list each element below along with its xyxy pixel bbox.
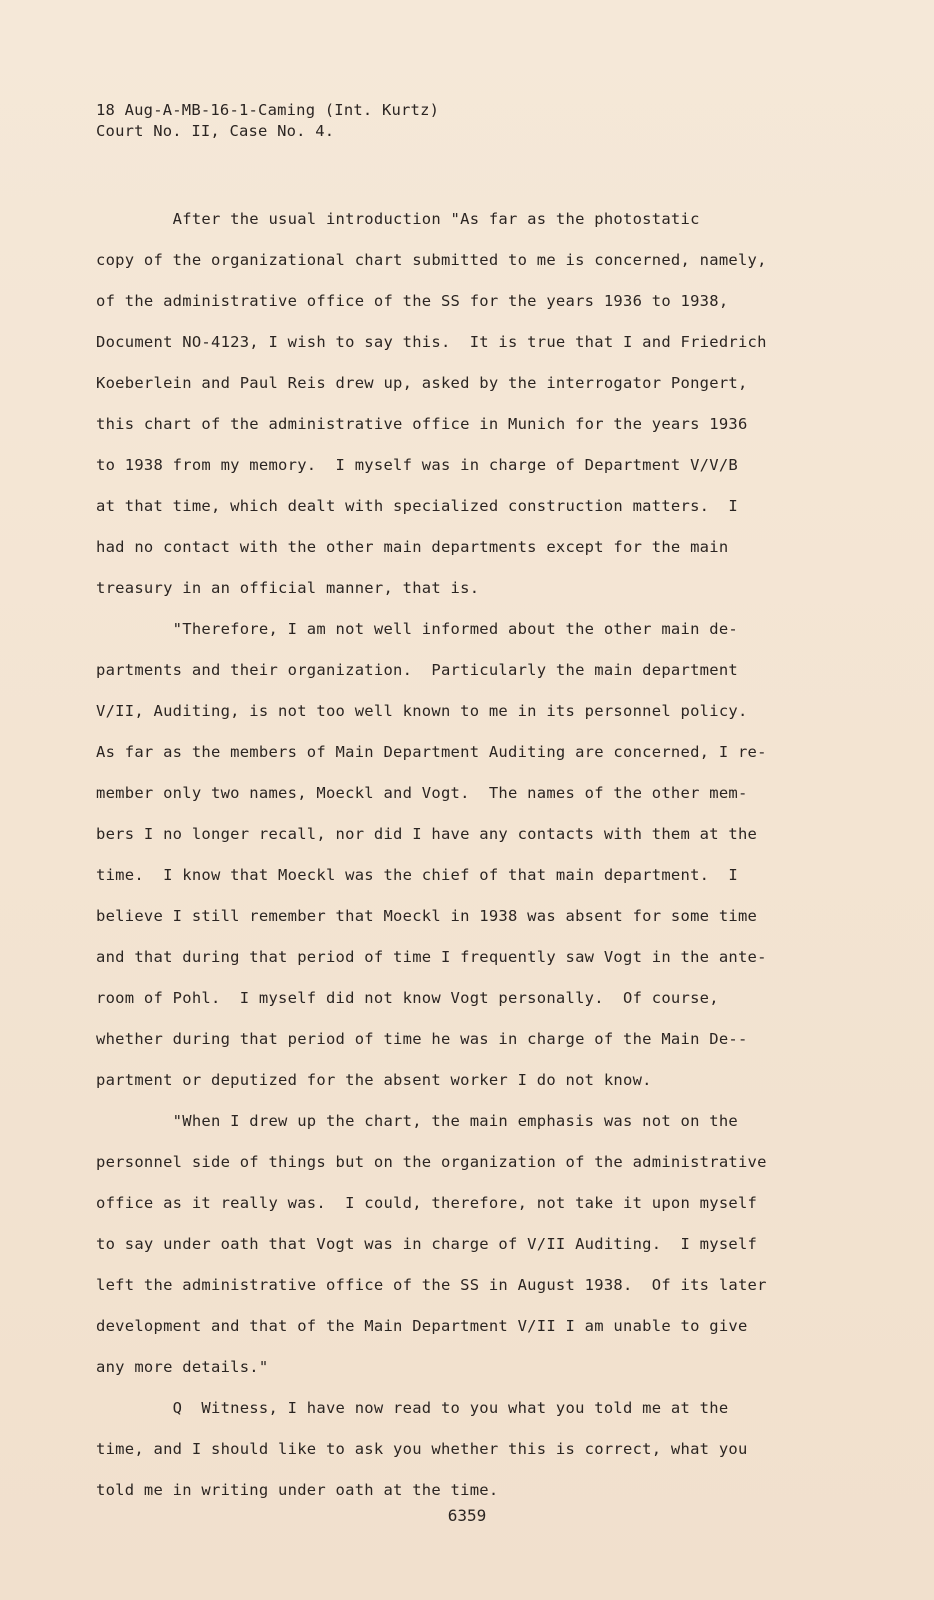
body-line: believe I still remember that Moeckl in 1938 was absent for some time (96, 907, 758, 925)
body-line: to 1938 from my memory. I myself was in charge of Department V/V/B (96, 456, 738, 474)
document-body (96, 199, 826, 1511)
body-line: copy of the organizational chart submitted to me is concerned, namely, (96, 251, 767, 269)
body-line: to say under oath that Vogt was in charge of V/II Auditing. I myself (96, 1235, 758, 1253)
body-line: any more details." (96, 1358, 269, 1376)
body-line: left the administrative office of the SS in August 1938. Of its later (96, 1276, 767, 1294)
body-line: this chart of the administrative office in Munich for the years 1936 (96, 415, 748, 433)
body-line: Q Witness, I have now read to you what you told me at the (96, 1399, 729, 1417)
body-line: at that time, which dealt with specialized construction matters. I (96, 497, 738, 515)
header-reference-line: 18 Aug-A-MB-16-1-Caming (Int. Kurtz) (96, 101, 440, 119)
body-line: of the administrative office of the SS for the years 1936 to 1938, (96, 292, 729, 310)
document-header (96, 100, 439, 142)
body-line: room of Pohl. I myself did not know Vogt personally. Of course, (96, 989, 719, 1007)
body-line: As far as the members of Main Department Auditing are concerned, I re- (96, 743, 767, 761)
body-line: time, and I should like to ask you whether this is correct, what you (96, 1440, 748, 1458)
body-line: personnel side of things but on the organization of the administrative (96, 1153, 767, 1171)
body-line: treasury in an official manner, that is. (96, 579, 480, 597)
body-line: bers I no longer recall, nor did I have any contacts with them at the (96, 825, 758, 843)
body-line: development and that of the Main Department V/II I am unable to give (96, 1317, 748, 1335)
body-line: Koeberlein and Paul Reis drew up, asked by the interrogator Pongert, (96, 374, 748, 392)
body-line: time. I know that Moeckl was the chief of that main department. I (96, 866, 738, 884)
header-court-line: Court No. II, Case No. 4. (96, 122, 335, 140)
body-line: V/II, Auditing, is not too well known to me in its personnel policy. (96, 702, 748, 720)
body-line: "When I drew up the chart, the main emphasis was not on the (96, 1112, 738, 1130)
body-line: whether during that period of time he was in charge of the Main De-- (96, 1030, 748, 1048)
body-line: partments and their organization. Particularly the main department (96, 661, 738, 679)
body-line: told me in writing under oath at the time. (96, 1481, 499, 1499)
body-line: office as it really was. I could, therefore, not take it upon myself (96, 1194, 758, 1212)
body-line: member only two names, Moeckl and Vogt. The names of the other mem- (96, 784, 748, 802)
page-number: 6359 (447, 1506, 487, 1525)
body-line: had no contact with the other main departments except for the main (96, 538, 729, 556)
body-line: After the usual introduction "As far as the photostatic (96, 210, 700, 228)
body-line: Document NO-4123, I wish to say this. It is true that I and Friedrich (96, 333, 767, 351)
body-line: "Therefore, I am not well informed about the other main de- (96, 620, 738, 638)
body-line: and that during that period of time I frequently saw Vogt in the ante- (96, 948, 767, 966)
body-line: partment or deputized for the absent worker I do not know. (96, 1071, 652, 1089)
